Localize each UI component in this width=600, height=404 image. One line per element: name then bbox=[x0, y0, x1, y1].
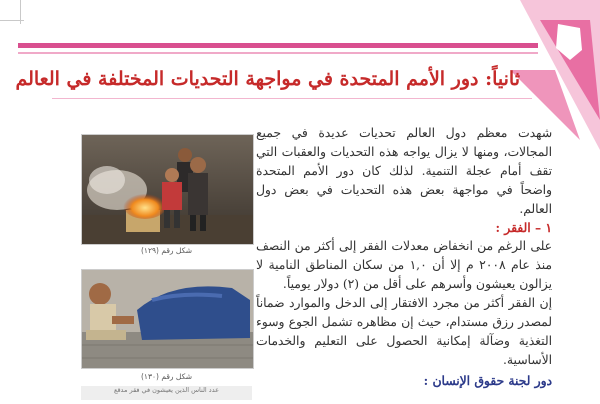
human-rights-subheading: دور لجنة حقوق الإنسان : bbox=[423, 372, 552, 388]
intro-paragraph: شهدت معظم دول العالم تحديات عديدة في جميع المجالات، ومنها لا يزال يواجه هذه التحديات والعقبات التي تقف أمام عجلة التنمية. لذلك كان دور الأمم المتحدة واضحاً في مواجهة بعض هذه التحديات في بعض دول العالم. bbox=[256, 126, 552, 216]
figure-2-caption: شكل رقم (١٣٠) bbox=[140, 372, 193, 381]
poverty-heading: ١ – الفقر : bbox=[495, 219, 552, 235]
title-area bbox=[15, 68, 520, 90]
header-band-thin bbox=[18, 52, 538, 54]
figure-2-note: عدد الناس الذين يعيشون في فقر مدقع bbox=[81, 386, 252, 400]
header-band bbox=[18, 43, 538, 48]
crop-mark bbox=[0, 20, 24, 21]
figure-1-caption: شكل رقم (١٢٩) bbox=[140, 246, 193, 255]
section-title: ثانياً: دور الأمم المتحدة في مواجهة التحديات المختلفة في العالم bbox=[15, 68, 520, 90]
figure-1-photo bbox=[81, 134, 254, 245]
body-text bbox=[256, 124, 552, 391]
figure-2-photo bbox=[81, 269, 254, 369]
poverty-paragraph-1: على الرغم من انخفاض معدلات الفقر إلى أكثر من النصف منذ عام ٢٠٠٨ م إلا أن ١,٠ من سكان المناطق النامية لا يزالون يعيشون وأسرهم على أقل من (٢) دولار يومياً. bbox=[256, 239, 552, 292]
title-underline bbox=[52, 98, 532, 99]
poverty-paragraph-2: إن الفقر أكثر من مجرد الافتقار إلى الدخل والموارد ضماناً لمصدر رزق مستدام، حيث إن مظاهره تشمل الجوع وسوء التغذية وضآلة إمكانية الحصول على التعليم والخدمات الأساسية. bbox=[256, 296, 552, 367]
